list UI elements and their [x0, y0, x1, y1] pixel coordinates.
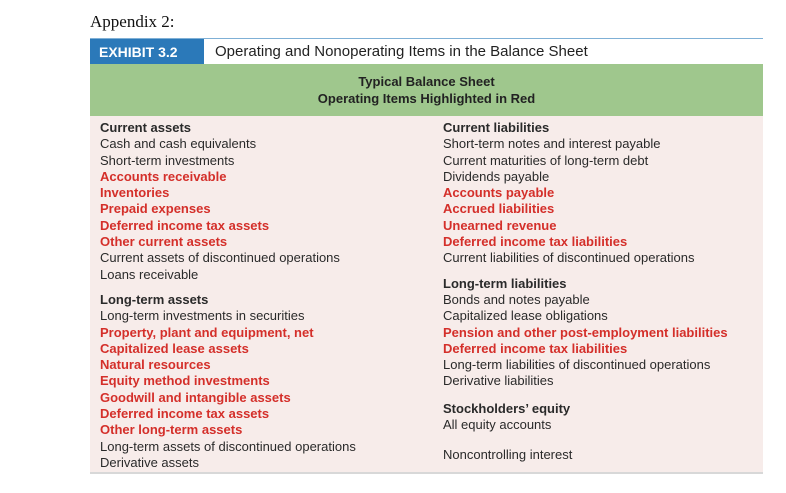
list-item: Dividends payable [443, 168, 550, 184]
list-item: Deferred income tax liabilities [443, 340, 628, 356]
list-item: Inventories [100, 185, 170, 201]
list-item: Deferred income tax liabilities [443, 234, 628, 250]
list-item: Current assets of discontinued operations [100, 250, 340, 266]
liabilities-equity-column [443, 120, 728, 464]
assets-column [100, 120, 356, 471]
list-item: All equity accounts [443, 417, 552, 433]
section-header-current-assets: Current assets [100, 120, 192, 135]
list-item: Property, plant and equipment, net [100, 324, 314, 340]
list-item: Accounts receivable [100, 168, 227, 184]
balance-sheet-panel [90, 116, 763, 472]
bottom-rule [90, 472, 763, 474]
exhibit-label: EXHIBIT 3.2 [90, 39, 204, 65]
list-item: Short-term investments [100, 152, 235, 168]
long-term-liabilities-list [443, 292, 728, 390]
section-header-stockholders-equity: Stockholders’ equity [443, 400, 571, 416]
list-item: Short-term notes and interest payable [443, 136, 661, 152]
list-item: Capitalized lease obligations [443, 308, 608, 324]
list-item: Other current assets [100, 234, 228, 250]
appendix-heading: Appendix 2: [90, 12, 175, 31]
list-item: Natural resources [100, 357, 211, 373]
list-item: Long-term liabilities of discontinued operations [443, 357, 711, 373]
exhibit-title: Operating and Nonoperating Items in the Balance Sheet [215, 43, 588, 60]
section-header-long-term-liabilities: Long-term liabilities [443, 275, 567, 291]
noncontrolling-interest: Noncontrolling interest [443, 447, 573, 463]
list-item: Other long-term assets [100, 422, 243, 438]
list-item: Current liabilities of discontinued operations [443, 250, 695, 266]
section-header-long-term-assets: Long-term assets [100, 291, 209, 307]
list-item: Equity method investments [100, 373, 270, 389]
list-item: Accounts payable [443, 185, 555, 201]
current-assets-list [100, 136, 356, 283]
current-liabilities-list [443, 136, 728, 266]
list-item: Prepaid expenses [100, 201, 211, 217]
banner-subtitle: Operating Items Highlighted in Red [317, 91, 536, 106]
list-item: Deferred income tax assets [100, 406, 270, 422]
list-item: Derivative assets [100, 454, 199, 470]
list-item: Pension and other post-employment liabilities [443, 324, 728, 340]
stockholders-equity-list [443, 417, 728, 433]
table-banner [90, 64, 763, 116]
exhibit-header [90, 38, 763, 65]
list-item: Capitalized lease assets [100, 340, 249, 356]
list-item: Derivative liabilities [443, 373, 554, 389]
list-item: Goodwill and intangible assets [100, 389, 291, 405]
list-item: Deferred income tax assets [100, 217, 270, 233]
list-item: Unearned revenue [443, 217, 557, 233]
section-header-current-liabilities: Current liabilities [443, 120, 550, 135]
list-item: Long-term investments in securities [100, 308, 305, 324]
list-item: Long-term assets of discontinued operations [100, 438, 356, 454]
banner-title: Typical Balance Sheet [358, 74, 495, 89]
list-item: Accrued liabilities [443, 201, 555, 217]
list-item: Cash and cash equivalents [100, 136, 257, 152]
list-item: Current maturities of long-term debt [443, 152, 649, 168]
list-item: Loans receivable [100, 266, 199, 282]
list-item: Bonds and notes payable [443, 291, 590, 307]
long-term-assets-list [100, 308, 356, 471]
